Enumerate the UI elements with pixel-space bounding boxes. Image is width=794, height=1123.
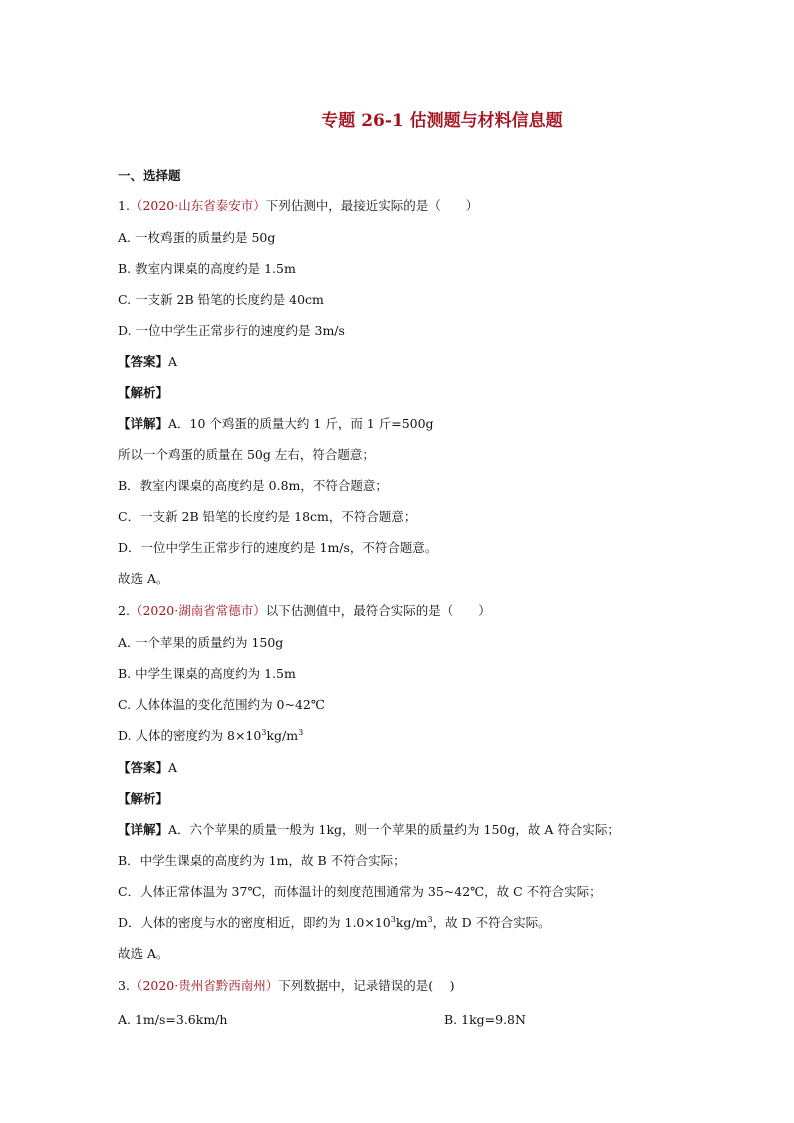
option-d: D. 人体的密度约为 $8\times 10^3kg/m^3$: [118, 727, 304, 743]
question-number: 3.: [118, 978, 130, 993]
answer-line: [118, 354, 177, 370]
question-number: 2.: [118, 603, 130, 618]
conclusion-line: 故选 A。: [118, 571, 169, 586]
detail-line: D．一位中学生正常步行的速度约是 1m/s，不符合题意。: [118, 540, 438, 555]
question-2: [118, 603, 491, 619]
option-a: A. 1m/s=3.6km/h: [118, 1012, 228, 1027]
detail-line: C．一支新 2B 铅笔的长度约是 18cm，不符合题意；: [118, 509, 417, 524]
answer-line: [118, 760, 177, 776]
answer-label: 【答案】: [118, 760, 169, 775]
detail-line: B．教室内课桌的高度约是 0.8m，不符合题意；: [118, 478, 388, 493]
detail-label: 【详解】: [118, 416, 169, 431]
analysis-label: 【解析】: [118, 385, 169, 400]
detail-line: 【详解】A．六个苹果的质量一般为 1kg，则一个苹果的质量约为 150g，故 A 符合实际；: [118, 822, 620, 837]
detail-line: 所以一个鸡蛋的质量在 50g 左右，符合题意；: [118, 447, 375, 462]
answer-label: 【答案】: [118, 354, 169, 369]
option-d: D. 一位中学生正常步行的速度约是 3m/s: [118, 323, 345, 338]
question-number: 1.: [118, 198, 130, 213]
analysis-label: 【解析】: [118, 791, 169, 806]
question-stem: 下列数据中，记录错误的是( ): [278, 978, 455, 993]
question-stem: 下列估测中，最接近实际的是（ ）: [265, 198, 479, 213]
option-b: B. 教室内课桌的高度约是 1.5m: [118, 261, 296, 276]
question-source: （2020·山东省泰安市）: [129, 198, 266, 213]
answer-value: A: [168, 760, 178, 775]
option-c: C. 一支新 2B 铅笔的长度约是 40cm: [118, 292, 324, 307]
question-3: [118, 978, 454, 994]
section-heading: 一、选择题: [118, 168, 181, 183]
detail-line: C．人体正常体温为 37℃，而体温计的刻度范围通常为 35~42℃，故 C 不符合实际；: [118, 884, 602, 899]
question-source: （2020·贵州省黔西南州）: [129, 978, 279, 993]
option-a: A. 一枚鸡蛋的质量约是 50g: [118, 230, 276, 245]
detail-line: B．中学生课桌的高度约为 1m，故 B 不符合实际；: [118, 853, 406, 868]
question-1: [118, 198, 478, 214]
conclusion-line: 故选 A。: [118, 946, 169, 961]
question-source: （2020·湖南省常德市）: [129, 603, 266, 618]
option-b: B. 1kg=9.8N: [444, 1012, 526, 1027]
answer-value: A: [168, 354, 178, 369]
document-title: 专题 26-1 估测题与材料信息题: [321, 111, 563, 131]
option-b: B. 中学生课桌的高度约为 1.5m: [118, 666, 296, 681]
detail-label: 【详解】: [118, 822, 169, 837]
question-stem: 以下估测值中，最符合实际的是（ ）: [265, 603, 491, 618]
option-a: A. 一个苹果的质量约为 150g: [118, 635, 284, 650]
detail-line: 【详解】A．10 个鸡蛋的质量大约 1 斤，而 1 斤=500g: [118, 416, 434, 431]
option-c: C. 人体体温的变化范围约为 0~42℃: [118, 697, 325, 712]
detail-line: D．人体的密度与水的密度相近，即约为 $1.0\times 10^3kg/m^3$，故 D 不符合实际。: [118, 914, 551, 930]
